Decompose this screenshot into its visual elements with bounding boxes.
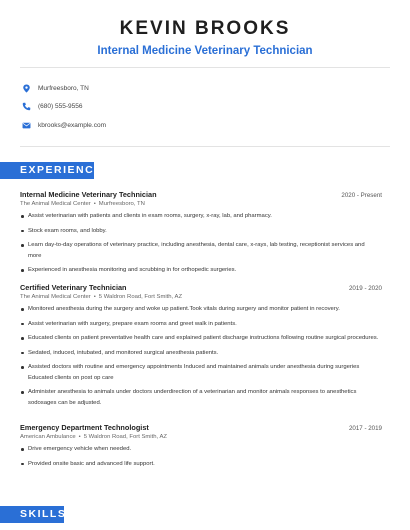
list-item: Sedated, induced, intubated, and monitored surgical anesthesia patients. (20, 348, 382, 359)
candidate-title: Internal Medicine Veterinary Technician (97, 45, 313, 57)
section-heading-experience: EXPERIENCE (0, 162, 94, 179)
phone-icon (22, 102, 31, 111)
job-location: 5 Waldron Road, Fort Smith, AZ (98, 294, 183, 300)
job-location: Murfreesboro, TN (98, 201, 145, 207)
job-location: 5 Waldron Road, Fort Smith, AZ (83, 434, 167, 440)
resume-header (0, 0, 410, 58)
job-entry (20, 423, 382, 469)
list-item: Assist veterinarian with patients and clients in exam rooms, surgery, x-ray, lab, and pharmacy. (20, 211, 382, 222)
contact-phone (22, 102, 82, 111)
candidate-name: KEVIN BROOKS (119, 18, 291, 39)
job-bullets (20, 444, 382, 469)
job-title: Certified Veterinary Technician (20, 283, 127, 292)
job-org-name: The Animal Medical Center (20, 201, 91, 207)
job-entry (20, 190, 382, 276)
contact-email[interactable] (22, 121, 106, 130)
list-item: Stock exam rooms, and lobby. (20, 226, 382, 237)
job-entry (20, 283, 382, 408)
location-text: Murfreesboro, TN (38, 85, 89, 92)
list-item-continuation: more (28, 252, 42, 259)
list-item: Assisted doctors with routine and emergency appointments Induced and maintained animals under anesthesia during surgeries Educated clients on post op care (20, 362, 382, 383)
job-dates: 2020 - Present (341, 192, 382, 199)
divider (20, 67, 390, 68)
job-bullets (20, 304, 382, 408)
job-organization: The Animal Medical Center • Murfreesboro, TN (20, 201, 145, 207)
location-pin-icon (22, 84, 31, 93)
list-item: Administer anesthesia to animals under doctors underdirection of a veterinarian and monitor animals responses to anesthetics sodosages can be adjusted. (20, 387, 382, 408)
job-org-name: The Animal Medical Center (20, 294, 91, 300)
job-title: Internal Medicine Veterinary Technician (20, 190, 157, 199)
list-item: Provided onsite basic and advanced life support. (20, 459, 382, 470)
list-item: Monitored anesthesia during the surgery and woke up patient.Took vitals during surgery and monitor patient in recovery. (20, 304, 382, 315)
job-organization: The Animal Medical Center • 5 Waldron Road, Fort Smith, AZ (20, 294, 183, 300)
list-item: Educated clients on patient preventative health care and explained patient discharge instructions following routine surgical procedures. (20, 333, 382, 344)
section-heading-skills: SKILLS (0, 506, 64, 523)
job-org-name: American Ambulance (20, 434, 76, 440)
job-dates: 2017 - 2019 (348, 425, 382, 432)
job-bullets (20, 211, 382, 276)
phone-text: (680) 555-9556 (38, 103, 83, 110)
job-title: Emergency Department Technologist (20, 423, 149, 432)
contact-location (22, 84, 89, 93)
email-text[interactable]: kbrooks@example.com (38, 122, 107, 129)
list-item: Drive emergency vehicle when needed. (20, 444, 382, 455)
list-item: Assist veterinarian with surgery, prepare exam rooms and greet walk in patients. (20, 319, 382, 330)
job-dates: 2019 - 2020 (348, 285, 382, 292)
email-icon (22, 121, 31, 130)
list-item: Experienced in anesthesia monitoring and scrubbing in for orthopedic surgeries. (20, 265, 382, 276)
list-item: Learn day-to-day operations of veterinary practice, including anesthesia, dental care, x-rays, lab testing, receptionist services and (20, 240, 382, 251)
divider (20, 146, 390, 147)
job-organization: American Ambulance • 5 Waldron Road, Fort Smith, AZ (20, 434, 167, 440)
